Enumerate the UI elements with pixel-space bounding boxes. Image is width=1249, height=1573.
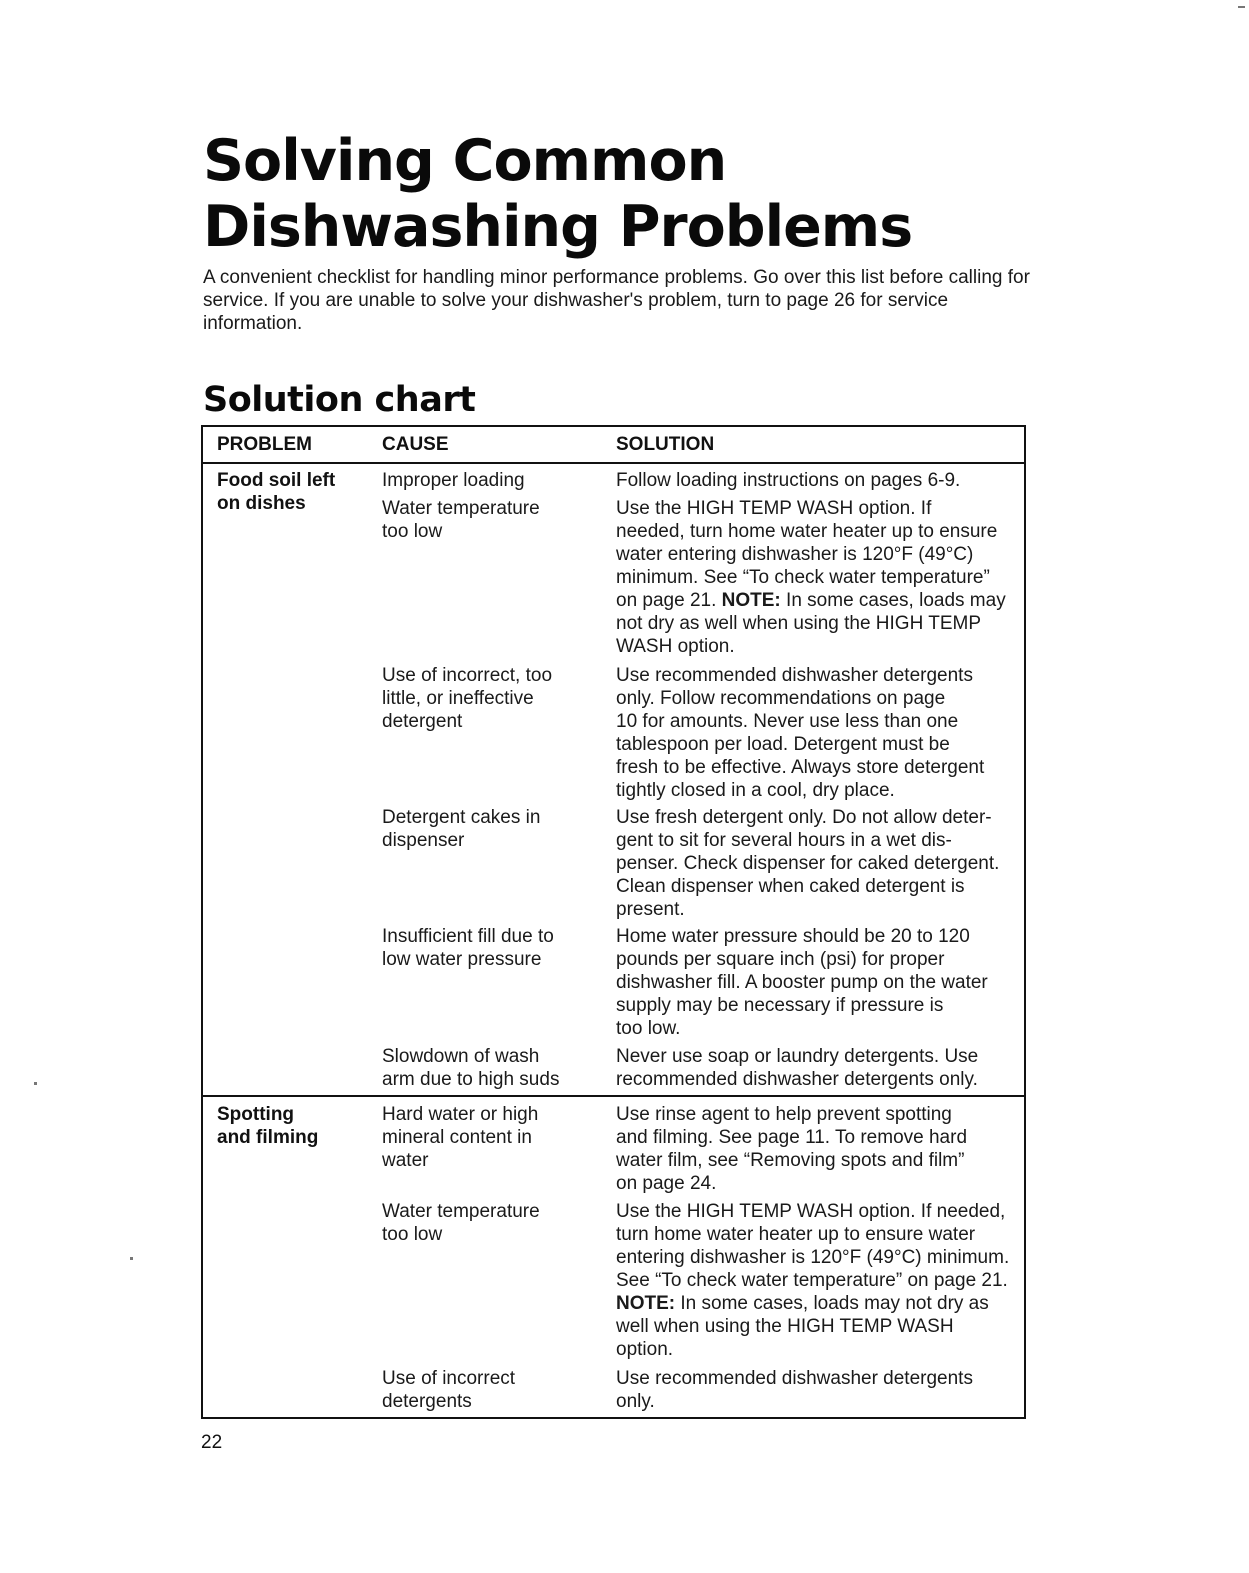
scan-mark	[130, 1257, 133, 1260]
solution-water-temp-2	[616, 1200, 1028, 1361]
problem-food-soil: Food soil left on dishes	[217, 470, 336, 514]
cause-water-temp-2: Water temperature too low	[382, 1201, 540, 1245]
group-divider	[203, 1095, 1024, 1097]
solution-hard-water: Use rinse agent to help prevent spotting and filming. See page 11. To remove hard water film, see “Removing spots and film” on page 24.	[616, 1104, 968, 1194]
cause-water-temp: Water temperature too low	[382, 498, 540, 542]
page-title-line-1: Solving Common	[203, 128, 727, 194]
solution-high-suds: Never use soap or laundry detergents. Use recommended dishwasher detergents only.	[616, 1046, 979, 1090]
solution-detergent-cakes: Use fresh detergent only. Do not allow deter- gent to sit for several hours in a wet dis- penser. Check dispenser for caked detergent. Clean dispenser when caked detergent is present.	[616, 807, 1000, 920]
page-title	[203, 128, 912, 260]
cause-improper-loading: Improper loading	[382, 470, 525, 491]
problem-spotting: Spotting and filming	[217, 1104, 319, 1148]
page-number: 22	[201, 1432, 223, 1453]
solution-chart	[201, 425, 1026, 1419]
page-title-line-2: Dishwashing Problems	[203, 194, 913, 260]
header-solution: SOLUTION	[616, 434, 715, 455]
header-problem: PROBLEM	[217, 434, 312, 455]
cause-detergent-cakes: Detergent cakes in dispenser	[382, 807, 541, 851]
chart-header-row	[203, 427, 1024, 464]
intro-paragraph: A convenient checklist for handling minor performance problems. Go over this list before calling for service. If you are unable to solve your dishwasher's problem, turn to page 26 for service information.	[203, 267, 1030, 334]
solution-water-temp-2-text: Use the HIGH TEMP WASH option. If needed, turn home water heater up to ensure water entering dishwasher is 120°F (49°C) minimum. See “To check water temperature” on page 21.	[616, 1201, 1010, 1291]
note-label: NOTE:	[721, 590, 781, 611]
note-text: In some cases, loads may not dry as well when using the HIGH TEMP WASH option.	[616, 1293, 989, 1360]
cause-incorrect-detergent: Use of incorrect, too little, or ineffective detergent	[382, 665, 553, 732]
note-label: NOTE:	[616, 1293, 676, 1314]
solution-incorrect-detergents: Use recommended dishwasher detergents only.	[616, 1368, 973, 1412]
cause-incorrect-detergents: Use of incorrect detergents	[382, 1368, 516, 1412]
solution-incorrect-detergent: Use recommended dishwasher detergents only. Follow recommendations on page 10 for amounts. Never use less than one tablespoon per load. Detergent must be fresh to be effective. Always store detergent tightly closed in a cool, dry place.	[616, 665, 985, 801]
cause-high-suds: Slowdown of wash arm due to high suds	[382, 1046, 560, 1090]
solution-improper-loading: Follow loading instructions on pages 6-9.	[616, 470, 961, 491]
scan-mark	[34, 1082, 37, 1085]
cause-hard-water: Hard water or high mineral content in water	[382, 1104, 539, 1171]
note-text: In some cases, loads may not dry as well when using the HIGH TEMP WASH option.	[616, 590, 1006, 657]
scan-mark	[1238, 6, 1245, 8]
cause-low-pressure: Insufficient fill due to low water pressure	[382, 926, 554, 970]
header-cause: CAUSE	[382, 434, 449, 455]
section-title: Solution chart	[203, 380, 476, 420]
solution-water-temp	[616, 497, 1028, 658]
solution-water-temp-text: Use the HIGH TEMP WASH option. If needed, turn home water heater up to ensure water entering dishwasher is 120°F (49°C) minimum. See “To check water temperature” on page 21.	[616, 498, 998, 611]
solution-low-pressure: Home water pressure should be 20 to 120 pounds per square inch (psi) for proper dishwasher fill. A booster pump on the water supply may be necessary if pressure is too low.	[616, 926, 988, 1039]
